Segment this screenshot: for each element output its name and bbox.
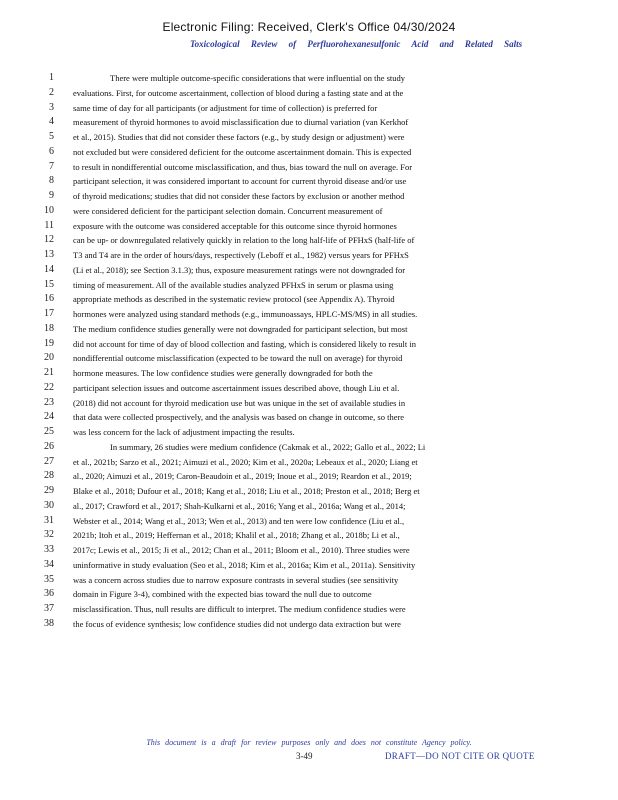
line-number: 25 — [44, 426, 54, 437]
line-number: 20 — [44, 352, 54, 364]
line-text: uninformative in study evaluation (Seo et al., 2018; Kim et al., 2016a; Kim et al., 2011a). Sensitivity — [73, 559, 416, 570]
document-line — [0, 322, 618, 337]
document-line — [0, 469, 618, 484]
line-text: exposure with the outcome was considered acceptable for this outcome since thyroid hormones — [73, 220, 397, 231]
line-text: In summary, 26 studies were medium confidence (Cakmak et al., 2022; Gallo et al., 2022; Li — [110, 441, 426, 452]
line-number: 8 — [49, 175, 54, 187]
line-text: Blake et al., 2018; Dufour et al., 2018; Kang et al., 2018; Liu et al., 2018; Preston et al., 2018; Berg et — [73, 486, 420, 496]
draft-disclaimer: This document is a draft for review purposes only and does not constitute Agency policy. — [146, 738, 472, 747]
document-line — [0, 573, 618, 588]
line-text: that data were collected prospectively, and the analysis was based on change in outcome, so there — [73, 412, 405, 423]
line-number: 5 — [49, 131, 54, 142]
line-text: of thyroid medications; studies that did not consider these factors by exclusion or another method — [73, 191, 405, 201]
line-text: The medium confidence studies generally were not downgraded for participant selection, but most — [73, 323, 408, 334]
document-body — [0, 71, 618, 632]
document-line — [0, 528, 618, 543]
line-number: 24 — [44, 411, 54, 423]
line-text: al., 2020; Aimuzi et al., 2019; Caron-Beaudoin et al., 2019; Inoue et al., 2019; Reardon et al., 2019; — [73, 471, 412, 482]
line-number: 21 — [44, 367, 54, 378]
line-text: misclassification. Thus, null results are difficult to interpret. The medium confidence studies were — [73, 604, 406, 614]
document-line — [0, 366, 618, 381]
line-number: 22 — [44, 381, 54, 393]
line-number: 11 — [44, 219, 54, 231]
line-text: not excluded but were considered deficient for the outcome ascertainment domain. This is expected — [73, 146, 412, 157]
page-number: 3-49 — [296, 751, 313, 761]
line-text: was a concern across studies due to narrow exposure contrasts in several studies (see sensitivity — [73, 574, 399, 585]
line-number: 1 — [49, 72, 54, 83]
line-number: 17 — [44, 308, 54, 319]
line-text: can be up- or downregulated relatively quickly in relation to the long half-life of PFHxS (half-life of — [73, 235, 415, 246]
document-line — [0, 292, 618, 307]
line-text: was less concern for the lack of adjustment impacting the results. — [73, 427, 295, 437]
line-number: 23 — [44, 396, 54, 408]
line-number: 38 — [44, 617, 54, 629]
document-line — [0, 233, 618, 248]
line-number: 19 — [44, 337, 54, 349]
line-text: (2018) did not account for thyroid medication use but was unique in the set of available studies in — [73, 397, 406, 408]
line-text: T3 and T4 are in the order of hours/days, respectively (Leboff et al., 1982) versus years for PFHxS — [73, 250, 409, 260]
line-number: 36 — [44, 588, 54, 600]
line-number: 34 — [44, 558, 54, 570]
line-number: 9 — [49, 190, 54, 201]
draft-notice: DRAFT—DO NOT CITE OR QUOTE — [385, 751, 535, 761]
document-line — [0, 219, 618, 234]
line-text: to result in nondifferential outcome misclassification, and thus, bias toward the null on average. For — [73, 161, 413, 172]
document-line — [0, 145, 618, 160]
line-text: measurement of thyroid hormones to avoid misclassification due to diurnal variation (van Kerkhof — [73, 117, 409, 128]
document-line — [0, 115, 618, 130]
line-text: al., 2017; Crawford et al., 2017; Shah-Kulkarni et al., 2016; Yang et al., 2016a; Wang et al., 2014; — [73, 500, 406, 511]
document-line — [0, 130, 618, 145]
document-line — [0, 410, 618, 425]
document-line — [0, 204, 618, 219]
document-line — [0, 396, 618, 411]
document-line — [0, 189, 618, 204]
document-line — [0, 602, 618, 617]
line-text: domain in Figure 3-4), combined with the expected bias toward the null due to outcome — [73, 589, 372, 600]
filing-header: Electronic Filing: Received, Clerk's Office 04/30/2024 — [162, 20, 456, 34]
line-text: 2021b; Itoh et al., 2019; Heffernan et al., 2018; Khalil et al., 2018; Zhang et al., 2018b; Li et al., — [73, 530, 400, 541]
line-text: same time of day for all participants (or adjustment for time of collection) is preferred for — [73, 102, 378, 113]
document-line — [0, 351, 618, 366]
document-line — [0, 160, 618, 175]
line-number: 30 — [44, 499, 54, 511]
line-text: (Li et al., 2018); see Section 3.1.3); thus, exposure measurement ratings were not downgraded for — [73, 264, 406, 275]
document-line — [0, 174, 618, 189]
line-text: did not account for time of day of blood collection and fasting, which is considered likely to result in — [73, 338, 416, 349]
line-number: 35 — [44, 573, 54, 585]
line-number: 12 — [44, 234, 54, 246]
line-number: 2 — [49, 86, 54, 98]
line-number: 7 — [49, 160, 54, 172]
document-line — [0, 248, 618, 263]
line-number: 10 — [44, 204, 54, 216]
line-number: 31 — [44, 514, 54, 526]
line-text: participant selection issues and outcome ascertainment issues described above, though Liu et al. — [73, 382, 400, 393]
line-number: 33 — [44, 544, 54, 555]
document-line — [0, 263, 618, 278]
document-line — [0, 617, 618, 632]
document-line — [0, 307, 618, 322]
document-line — [0, 440, 618, 455]
line-number: 6 — [49, 145, 54, 157]
document-subtitle: Toxicological Review of Perfluorohexanesulfonic Acid and Related Salts — [190, 39, 523, 49]
line-text: There were multiple outcome-specific considerations that were influential on the study — [110, 73, 406, 83]
document-line — [0, 514, 618, 529]
line-text: et al., 2015). Studies that did not consider these factors (e.g., by study design or adjustment) were — [73, 132, 405, 142]
line-number: 15 — [44, 278, 54, 290]
line-number: 37 — [44, 603, 54, 614]
line-number: 27 — [44, 455, 54, 467]
line-text: timing of measurement. All of the available studies analyzed PFHxS in serum or plasma using — [73, 279, 394, 290]
line-text: hormones were analyzed using standard methods (e.g., immunoassays, HPLC-MS/MS) in all studies. — [73, 309, 418, 319]
line-number: 16 — [44, 293, 54, 305]
document-line — [0, 587, 618, 602]
line-number: 4 — [49, 116, 54, 128]
document-line — [0, 86, 618, 101]
line-text: appropriate methods as described in the systematic review protocol (see Appendix A). Thyroid — [73, 294, 395, 305]
line-number: 32 — [44, 529, 54, 541]
line-text: hormone measures. The low confidence studies were generally downgraded for both the — [73, 368, 373, 378]
line-number: 26 — [44, 440, 54, 452]
line-text: the focus of evidence synthesis; low confidence studies did not undergo data extraction but were — [73, 618, 401, 629]
document-line — [0, 278, 618, 293]
line-text: et al., 2021b; Sarzo et al., 2021; Aimuzi et al., 2020; Kim et al., 2020a; Lebeaux et al., 2020; Liang et — [73, 456, 418, 467]
line-number: 18 — [44, 322, 54, 334]
document-line — [0, 381, 618, 396]
line-number: 13 — [44, 249, 54, 260]
document-line — [0, 484, 618, 499]
line-number: 3 — [49, 101, 54, 113]
document-line — [0, 455, 618, 470]
line-text: nondifferential outcome misclassification (expected to be toward the null on average) for thyroid — [73, 353, 403, 364]
line-text: were considered deficient for the participant selection domain. Concurrent measurement of — [73, 205, 383, 216]
document-line — [0, 101, 618, 116]
line-text: Webster et al., 2014; Wang et al., 2013; Wen et al., 2013) and ten were low confidence (Liu et al., — [73, 515, 405, 526]
line-number: 14 — [44, 263, 54, 275]
line-text: 2017c; Lewis et al., 2015; Ji et al., 2012; Chan et al., 2011; Bloom et al., 2010). Three studies were — [73, 545, 410, 555]
line-number: 29 — [44, 485, 54, 496]
document-line — [0, 543, 618, 558]
document-line — [0, 499, 618, 514]
line-text: evaluations. First, for outcome ascertainment, collection of blood during a fasting state and at the — [73, 87, 404, 98]
document-line — [0, 337, 618, 352]
line-number: 28 — [44, 470, 54, 482]
document-line — [0, 71, 618, 86]
document-line — [0, 425, 618, 440]
line-text: participant selection, it was considered important to account for current thyroid disease and/or use — [73, 176, 407, 187]
document-line — [0, 558, 618, 573]
